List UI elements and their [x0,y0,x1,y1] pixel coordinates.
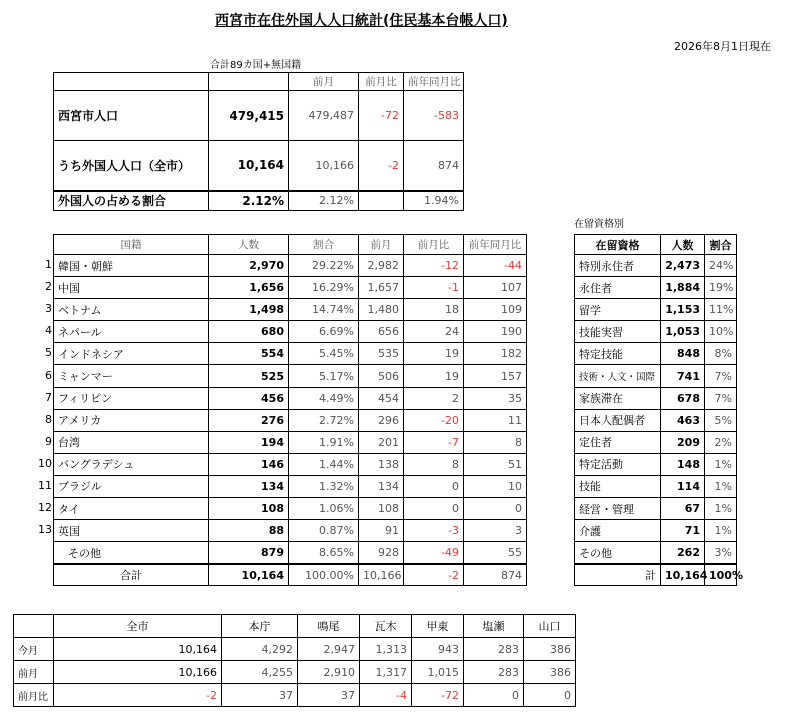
nationality-yoy: 109 [464,299,527,321]
rank-number: 11 [38,479,52,492]
district-header: 全市 [54,615,222,638]
nationality-name: ベトナム [54,299,209,321]
status-count: 209 [661,431,705,453]
nationality-total-diff: -2 [404,564,464,586]
nationality-prev: 928 [359,542,404,564]
status-name: 介護 [575,520,661,542]
nationality-prev: 1,657 [359,277,404,299]
nationality-count: 554 [209,343,289,365]
district-value: 283 [464,661,524,684]
table-row [54,255,527,277]
status-count: 848 [661,343,705,365]
table-row [575,431,737,453]
table-row [54,365,527,387]
rank-number: 10 [38,456,52,470]
nationality-name: タイ [54,498,209,520]
nationality-ratio: 1.44% [289,453,359,475]
nationality-total-count: 10,164 [209,564,289,586]
status-name: 技能 [575,475,661,497]
nationality-prev: 296 [359,409,404,431]
district-header: 塩瀬 [464,615,524,638]
status-total-count: 10,164 [661,564,705,586]
table-row-total [575,564,737,586]
status-ratio: 1% [705,475,737,497]
rank-number: 3 [45,302,52,316]
district-value: 1,313 [360,638,412,661]
district-value: 386 [524,638,576,661]
table-row [54,343,527,365]
nationality-ratio: 5.45% [289,343,359,365]
nationality-total-ratio: 100.00% [289,564,359,586]
status-count: 463 [661,409,705,431]
rank-number: 8 [45,412,52,426]
district-table [13,614,576,707]
district-header: 本庁 [222,615,298,638]
district-row-label: 前月比 [14,684,54,707]
status-ratio: 19% [705,277,737,299]
status-header: 人数 [661,235,705,255]
district-header: 甲東 [412,615,464,638]
nationality-count: 2,970 [209,255,289,277]
rank-number: 12 [38,501,52,515]
nationality-diff: 18 [404,299,464,321]
rank-number: 6 [45,368,52,382]
report-date: 2026年8月1日現在 [674,40,771,53]
nationality-count: 194 [209,431,289,453]
summary-value: 2.12% [209,191,289,211]
table-row [54,475,527,497]
nationality-name: ブラジル [54,475,209,497]
nationality-count: 88 [209,520,289,542]
district-header: 瓦木 [360,615,412,638]
status-count: 67 [661,498,705,520]
table-row [54,409,527,431]
summary-row-ratio [54,191,464,211]
nationality-name: アメリカ [54,409,209,431]
rank-number: 7 [45,390,52,404]
nationality-ratio: 1.06% [289,498,359,520]
summary-label: うち外国人人口（全市） [54,141,209,191]
status-ratio: 8% [705,343,737,365]
status-name: 留学 [575,299,661,321]
rank-number: 5 [45,346,52,360]
district-value: 37 [222,684,298,707]
nationality-count: 879 [209,542,289,564]
status-total-label: 計 [575,564,661,586]
nationality-diff: 24 [404,321,464,343]
summary-header: 前年同月比 [404,73,464,91]
status-ratio: 24% [705,255,737,277]
district-value: 386 [524,661,576,684]
nationality-prev: 201 [359,431,404,453]
nationality-yoy: 3 [464,520,527,542]
district-value: 4,292 [222,638,298,661]
nationality-prev: 138 [359,453,404,475]
status-name: 永住者 [575,277,661,299]
nationality-count: 108 [209,498,289,520]
status-name: 技能実習 [575,321,661,343]
nationality-diff: -12 [404,255,464,277]
nationality-name: 韓国・朝鮮 [54,255,209,277]
nationality-yoy: 190 [464,321,527,343]
status-name: 定住者 [575,431,661,453]
nationality-total-yoy: 874 [464,564,527,586]
status-count: 1,884 [661,277,705,299]
nationality-ratio: 1.32% [289,475,359,497]
nationality-yoy: -44 [464,255,527,277]
nationality-yoy: 107 [464,277,527,299]
nationality-diff: -7 [404,431,464,453]
nationality-header: 国籍 [54,235,209,255]
nationality-prev: 91 [359,520,404,542]
nationality-header: 前月 [359,235,404,255]
nationality-prev: 535 [359,343,404,365]
nationality-count: 276 [209,409,289,431]
nationality-ratio: 8.65% [289,542,359,564]
nationality-yoy: 0 [464,498,527,520]
summary-header [54,73,209,91]
nationality-yoy: 11 [464,409,527,431]
table-row [575,387,737,409]
nationality-count: 525 [209,365,289,387]
district-header: 山口 [524,615,576,638]
rank-number: 2 [45,280,52,294]
district-value: 0 [464,684,524,707]
district-value: -72 [412,684,464,707]
summary-yoy: -583 [404,91,464,141]
district-value: 10,166 [54,661,222,684]
status-count: 71 [661,520,705,542]
table-row [54,453,527,475]
district-value: -4 [360,684,412,707]
table-row [54,321,527,343]
summary-diff: -2 [359,141,404,191]
district-value: 2,910 [298,661,360,684]
nationality-diff: -49 [404,542,464,564]
summary-diff [359,191,404,211]
nationality-ratio: 2.72% [289,409,359,431]
nationality-prev: 1,480 [359,299,404,321]
summary-prev: 10,166 [289,141,359,191]
summary-label: 西宮市人口 [54,91,209,141]
table-row [575,321,737,343]
table-row [575,299,737,321]
table-row [575,365,737,387]
summary-row-foreign [54,141,464,191]
nationality-yoy: 182 [464,343,527,365]
summary-prev: 479,487 [289,91,359,141]
nationality-count: 456 [209,387,289,409]
status-count: 1,153 [661,299,705,321]
nationality-ratio: 14.74% [289,299,359,321]
summary-header: 前月比 [359,73,404,91]
district-value: 0 [524,684,576,707]
nationality-count: 134 [209,475,289,497]
nationality-prev: 454 [359,387,404,409]
nationality-table [53,234,527,586]
summary-prev: 2.12% [289,191,359,211]
nationality-yoy: 8 [464,431,527,453]
district-value: 37 [298,684,360,707]
nationality-yoy: 51 [464,453,527,475]
district-value: 10,164 [54,638,222,661]
nationality-diff: 8 [404,453,464,475]
table-row [575,255,737,277]
status-name: 技術・人文・国際 [575,365,661,387]
status-ratio: 1% [705,498,737,520]
status-header: 割合 [705,235,737,255]
nationality-prev: 506 [359,365,404,387]
district-row-label: 前月 [14,661,54,684]
nationality-name: その他 [54,542,209,564]
summary-value: 479,415 [209,91,289,141]
status-table [574,234,743,586]
nationality-diff: 0 [404,498,464,520]
table-row [14,661,576,684]
country-count-note: 合計89カ国+無国籍 [210,60,302,71]
status-name: 日本人配偶者 [575,409,661,431]
district-row-label: 今月 [14,638,54,661]
status-name: 特定技能 [575,343,661,365]
nationality-name: 英国 [54,520,209,542]
summary-header [209,73,289,91]
status-name: 家族滞在 [575,387,661,409]
status-count: 741 [661,365,705,387]
status-ratio: 2% [705,431,737,453]
nationality-name: 中国 [54,277,209,299]
nationality-prev: 134 [359,475,404,497]
district-value: 283 [464,638,524,661]
page-title: 西宮市在住外国人人口統計(住民基本台帳人口) [215,13,508,29]
table-row [575,475,737,497]
status-count: 678 [661,387,705,409]
rank-number: 13 [38,523,52,537]
rank-number: 1 [45,258,52,271]
nationality-header: 前年同月比 [464,235,527,255]
table-row [575,343,737,365]
table-row [54,299,527,321]
nationality-count: 680 [209,321,289,343]
nationality-prev: 2,982 [359,255,404,277]
nationality-total-prev: 10,166 [359,564,404,586]
nationality-name: ネパール [54,321,209,343]
nationality-header: 人数 [209,235,289,255]
nationality-ratio: 6.69% [289,321,359,343]
nationality-ratio: 0.87% [289,520,359,542]
nationality-diff: 19 [404,343,464,365]
summary-label: 外国人の占める割合 [54,191,209,211]
nationality-name: フィリピン [54,387,209,409]
district-value: 943 [412,638,464,661]
district-value: 1,317 [360,661,412,684]
district-header: 鳴尾 [298,615,360,638]
status-count: 148 [661,453,705,475]
nationality-prev: 656 [359,321,404,343]
nationality-count: 146 [209,453,289,475]
nationality-diff: 0 [404,475,464,497]
table-row [54,387,527,409]
status-count: 2,473 [661,255,705,277]
nationality-diff: -3 [404,520,464,542]
status-ratio: 1% [705,520,737,542]
nationality-yoy: 157 [464,365,527,387]
table-row [54,498,527,520]
table-row [54,431,527,453]
status-name: 経営・管理 [575,498,661,520]
status-header: 在留資格 [575,235,661,255]
status-ratio: 7% [705,387,737,409]
nationality-diff: -1 [404,277,464,299]
summary-diff: -72 [359,91,404,141]
summary-yoy: 874 [404,141,464,191]
nationality-name: インドネシア [54,343,209,365]
status-ratio: 1% [705,453,737,475]
table-row [14,638,576,661]
district-value: 1,015 [412,661,464,684]
nationality-count: 1,656 [209,277,289,299]
nationality-yoy: 35 [464,387,527,409]
district-value: -2 [54,684,222,707]
nationality-name: 台湾 [54,431,209,453]
nationality-header: 割合 [289,235,359,255]
summary-header: 前月 [289,73,359,91]
status-name: その他 [575,542,661,564]
nationality-diff: 19 [404,365,464,387]
nationality-ratio: 4.49% [289,387,359,409]
status-count: 114 [661,475,705,497]
table-row [575,498,737,520]
table-row [14,684,576,707]
table-row [54,277,527,299]
nationality-ratio: 5.17% [289,365,359,387]
nationality-count: 1,498 [209,299,289,321]
nationality-diff: -20 [404,409,464,431]
status-name: 特別永住者 [575,255,661,277]
table-row [575,277,737,299]
table-row [54,542,527,564]
status-ratio: 5% [705,409,737,431]
nationality-prev: 108 [359,498,404,520]
nationality-ratio: 29.22% [289,255,359,277]
nationality-diff: 2 [404,387,464,409]
summary-value: 10,164 [209,141,289,191]
table-row [575,520,737,542]
table-row [575,542,737,564]
nationality-name: ミャンマー [54,365,209,387]
rank-number: 9 [45,434,52,448]
summary-table [53,72,464,211]
district-value: 4,255 [222,661,298,684]
summary-row-population [54,91,464,141]
table-row [575,453,737,475]
rank-number: 4 [45,324,52,338]
status-ratio: 3% [705,542,737,564]
status-total-ratio: 100% [705,564,737,586]
nationality-total-label: 合計 [54,564,209,586]
nationality-header: 前月比 [404,235,464,255]
table-row-total [54,564,527,586]
status-ratio: 10% [705,321,737,343]
nationality-yoy: 10 [464,475,527,497]
status-ratio: 11% [705,299,737,321]
nationality-yoy: 55 [464,542,527,564]
status-count: 1,053 [661,321,705,343]
status-caption: 在留資格別 [574,219,624,230]
nationality-ratio: 16.29% [289,277,359,299]
district-header [14,615,54,638]
table-row [54,520,527,542]
nationality-name: バングラデシュ [54,453,209,475]
summary-yoy: 1.94% [404,191,464,211]
status-ratio: 7% [705,365,737,387]
district-value: 2,947 [298,638,360,661]
nationality-ratio: 1.91% [289,431,359,453]
status-name: 特定活動 [575,453,661,475]
status-count: 262 [661,542,705,564]
table-row [575,409,737,431]
